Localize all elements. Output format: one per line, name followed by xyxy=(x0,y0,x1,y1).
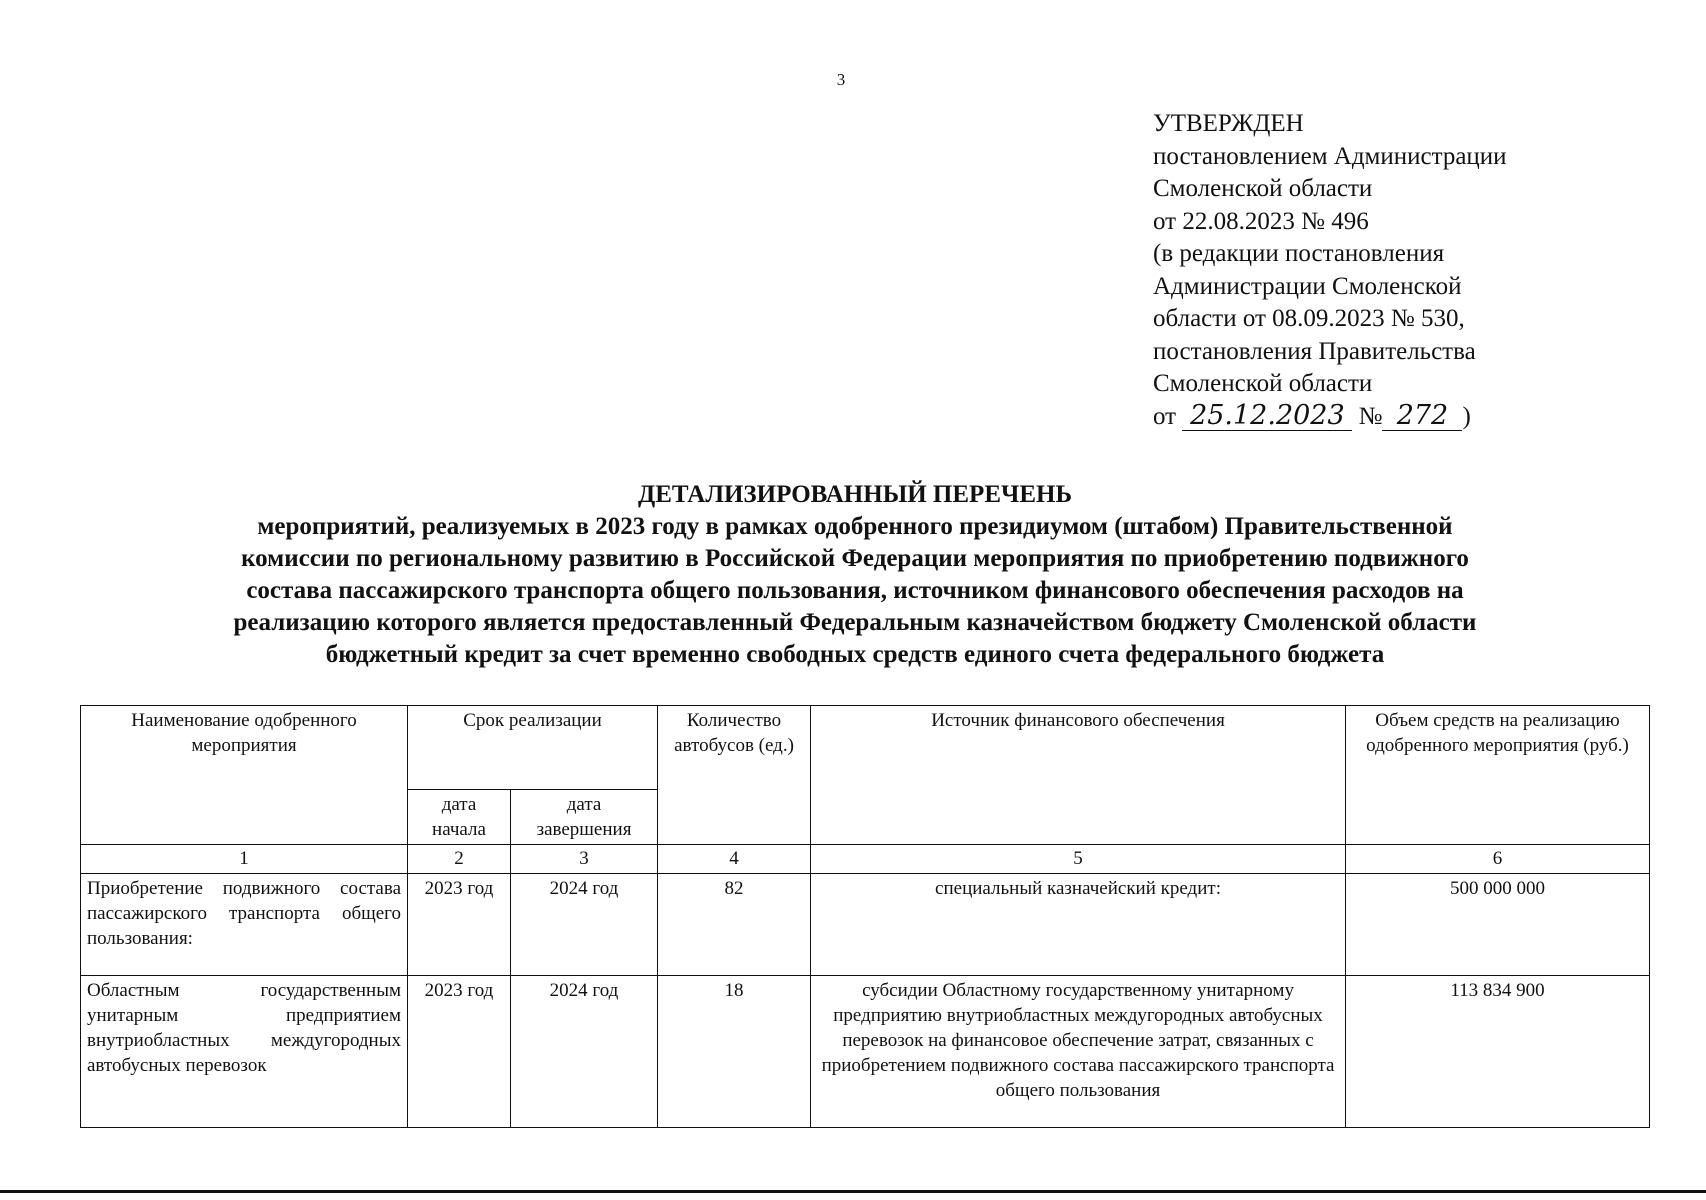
approval-line: постановления Правительства xyxy=(1153,337,1476,365)
column-number: 5 xyxy=(811,845,1346,874)
header-name: Наименование одобренного мероприятия xyxy=(81,706,408,845)
handwritten-number: 272 xyxy=(1382,402,1462,431)
approval-line: Смоленской области xyxy=(1153,175,1373,202)
column-number: 2 xyxy=(408,845,511,874)
page-bottom-rule xyxy=(0,1190,1706,1193)
row-start: 2023 год xyxy=(408,874,511,976)
subtitle-line: реализацию которого является предоставленный Федеральным казначейством бюджету Смоленской области xyxy=(233,609,1477,636)
approval-line: от 22.08.2023 № 496 xyxy=(1153,207,1369,235)
table-row xyxy=(81,874,1650,976)
approval-signature-line xyxy=(1153,401,1673,434)
approval-line: (в редакции постановления xyxy=(1153,240,1445,267)
row-buses: 18 xyxy=(658,976,811,1128)
row-source: специальный казначейский кредит: xyxy=(811,874,1346,976)
header-period: Срок реализации xyxy=(408,706,658,790)
row-volume: 500 000 000 xyxy=(1346,874,1650,976)
subtitle-line: мероприятий, реализуемых в 2023 году в рамках одобренного президиумом (штабом) Правительственной xyxy=(257,513,1453,540)
document-title xyxy=(80,479,1630,671)
column-number: 3 xyxy=(511,845,658,874)
row-volume: 113 834 900 xyxy=(1346,976,1650,1128)
approval-line: области от 08.09.2023 № 530, xyxy=(1153,305,1465,332)
row-source: субсидии Областному государственному унитарному предприятию внутриобластных междугородных автобусных перевозок на финансовое обеспечение затрат, связанных с приобретением подвижного состава пассажирского транспорта общего пользования xyxy=(811,976,1346,1128)
row-start: 2023 год xyxy=(408,976,511,1128)
handwritten-date: 25.12.2023 xyxy=(1182,402,1352,431)
column-number: 1 xyxy=(81,845,408,874)
closing-paren: ) xyxy=(1462,402,1471,430)
row-name: Областным государственным унитарным предприятием внутриобластных междугородных автобусных перевозок xyxy=(81,976,408,1128)
approval-line: Смоленской области xyxy=(1153,370,1373,397)
approval-line: постановлением Администрации xyxy=(1153,142,1507,170)
row-end: 2024 год xyxy=(511,874,658,976)
title-heading: ДЕТАЛИЗИРОВАННЫЙ ПЕРЕЧЕНЬ xyxy=(638,481,1072,508)
header-end: дата завершения xyxy=(511,790,658,845)
column-number: 6 xyxy=(1346,845,1650,874)
column-number: 4 xyxy=(658,845,811,874)
row-end: 2024 год xyxy=(511,976,658,1128)
number-sign: № xyxy=(1358,402,1383,430)
approval-line: УТВЕРЖДЕН xyxy=(1153,110,1304,137)
header-buses: Количество автобусов (ед.) xyxy=(658,706,811,845)
page-number: 3 xyxy=(836,70,846,89)
approval-block xyxy=(1153,108,1673,433)
header-start: дата начала xyxy=(408,790,511,845)
subtitle-line: комиссии по региональному развитию в Российской Федерации мероприятия по приобретению подвижного xyxy=(241,545,1469,572)
approval-line: Администрации Смоленской xyxy=(1153,272,1462,300)
measures-table xyxy=(80,705,1650,1128)
header-volume: Объем средств на реализацию одобренного мероприятия (руб.) xyxy=(1346,706,1650,845)
table-row xyxy=(81,976,1650,1128)
header-source: Источник финансового обеспечения xyxy=(811,706,1346,845)
row-buses: 82 xyxy=(658,874,811,976)
row-name: Приобретение подвижного состава пассажирского транспорта общего пользования: xyxy=(81,874,408,976)
subtitle-line: бюджетный кредит за счет временно свободных средств единого счета федерального бюджета xyxy=(325,641,1385,668)
signature-prefix: от xyxy=(1153,402,1177,430)
subtitle-line: состава пассажирского транспорта общего пользования, источником финансового обеспечения расходов на xyxy=(246,577,1464,604)
